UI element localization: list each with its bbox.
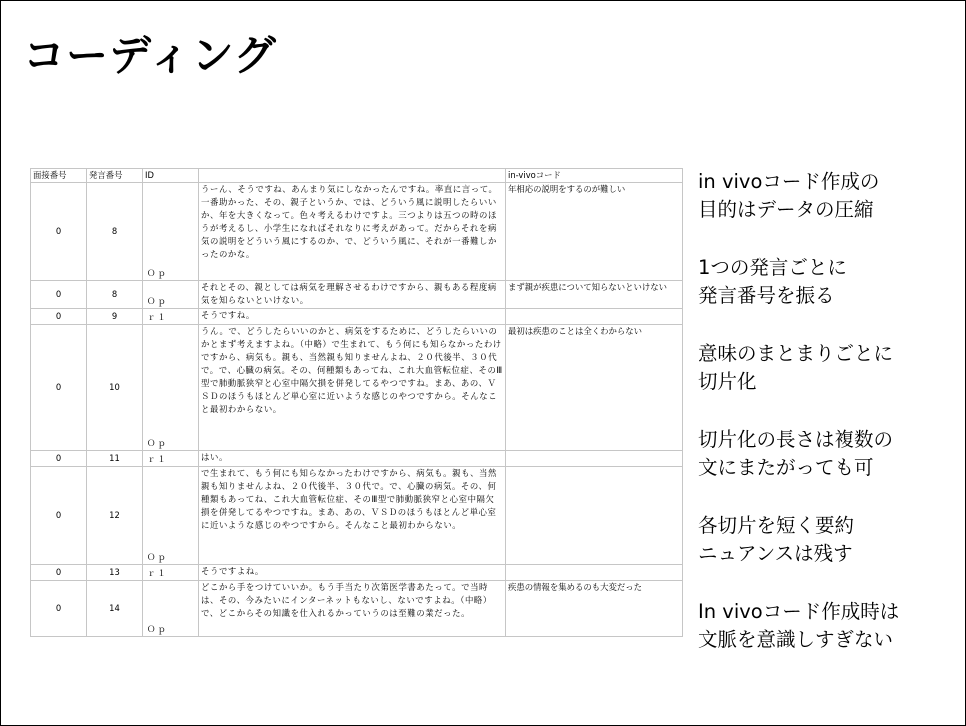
table-row [31,451,683,467]
cell-id: Ｏｐ [143,281,199,309]
table-row [31,581,683,637]
table-row [31,183,683,281]
cell-code [506,309,683,325]
cell-id: ｒ１ [143,309,199,325]
cell-interview: 0 [31,581,87,637]
table-row [31,281,683,309]
cell-utterance: 11 [87,451,143,467]
header-in-vivo-code: in-vivoコード [506,169,683,183]
notes-panel [698,168,960,684]
table-row [31,325,683,451]
table-row [31,467,683,565]
table-row [31,565,683,581]
cell-interview: 0 [31,309,87,325]
note-segment-length: 切片化の長さは複数の 文にまたがっても可 [698,428,894,479]
cell-text: で生まれて、もう何にも知らなかったわけですから、病気も。親も、当然親も知りませんよね、２０代後半、３０代で。で、心臓の病気。その、何種類もあってね、これ大血管転位症、そのⅢ型で肺動脈狭窄と心室中隔欠損を併発してるやつですね。まあ、あの、ＶＳＤのほうもほとんど単心室に近いような感じのやつですから。そんなこと最初わからない。 [199,467,506,565]
cell-code [506,565,683,581]
coding-table [30,168,683,637]
header-id: ID [143,169,199,183]
cell-utterance: 12 [87,467,143,565]
cell-interview: 0 [31,467,87,565]
cell-code: 最初は疾患のことは全くわからない [506,325,683,451]
table-row [31,309,683,325]
note-summary: 各切片を短く要約 ニュアンスは残す [698,514,855,565]
cell-interview: 0 [31,281,87,309]
cell-id: Ｏｐ [143,183,199,281]
cell-id: Ｏｐ [143,581,199,637]
cell-text: それとその、親としては病気を理解させるわけですから、親もある程度病気を知らないといけない。 [199,281,506,309]
cell-interview: 0 [31,183,87,281]
cell-utterance: 8 [87,281,143,309]
cell-interview: 0 [31,451,87,467]
cell-text: そうですよね。 [199,565,506,581]
cell-id: ｒ１ [143,565,199,581]
note-segmentation: 意味のまとまりごとに 切片化 [698,342,894,393]
cell-text: うん。で、どうしたらいいのかと、病気をするために、どうしたらいいのかとまず考えますよね。（中略）で生まれて、もう何にも知らなかったわけですから、病気も。親も、当然親も知りませんよね、２０代後半、３０代で。で、心臓の病気。その、何種類もあってね、これ大血管転位症、そのⅢ型で肺動脈狭窄と心室中隔欠損を併発してるやつですね。まあ、あの、ＶＳＤのほうもほとんど単心室に近いような感じのやつですから。そんなこと最初わからない。 [199,325,506,451]
cell-utterance: 8 [87,183,143,281]
table-header-row [31,169,683,183]
header-utterance-number: 発言番号 [87,169,143,183]
cell-text: うーん、そうですね、あんまり気にしなかったんですね。率直に言って。一番助かった、その、親子というか、では、どういう風に説明したらいいか、年を大きくなって。色々考えるわけですよ。三つよりは五つの時のほうが考えるし、小学生になればそれなりに考えがあって。だからそれを病気の説明をどういう風にするのか、で、どういう風に、それが一番難しかったのかな。 [199,183,506,281]
cell-interview: 0 [31,325,87,451]
cell-utterance: 13 [87,565,143,581]
cell-text: そうですね。 [199,309,506,325]
note-numbering: 1つの発言ごとに 発言番号を振る [698,256,847,307]
cell-code [506,451,683,467]
cell-code: 年相応の説明をするのが難しい [506,183,683,281]
cell-utterance: 14 [87,581,143,637]
cell-id: ｒ１ [143,451,199,467]
cell-code [506,467,683,565]
cell-id: Ｏｐ [143,325,199,451]
cell-code: まず親が疾患について知らないといけない [506,281,683,309]
cell-code: 疾患の情報を集めるのも大変だった [506,581,683,637]
cell-interview: 0 [31,565,87,581]
cell-utterance: 9 [87,309,143,325]
cell-id: Ｏｐ [143,467,199,565]
header-interview-number: 面接番号 [31,169,87,183]
note-context: In vivoコード作成時は 文脈を意識しすぎない [698,600,900,651]
cell-utterance: 10 [87,325,143,451]
header-text [199,169,506,183]
cell-text: どこから手をつけていいか。もう手当たり次第医学書あたって。で当時は、その、今みたいにインターネットもないし、ないですよね。（中略）で、どこからその知識を仕入れるかっていうのは至難の業だった。 [199,581,506,637]
slide-title: コーディング [23,31,277,80]
note-purpose: in vivoコード作成の 目的はデータの圧縮 [698,170,880,221]
cell-text: はい。 [199,451,506,467]
